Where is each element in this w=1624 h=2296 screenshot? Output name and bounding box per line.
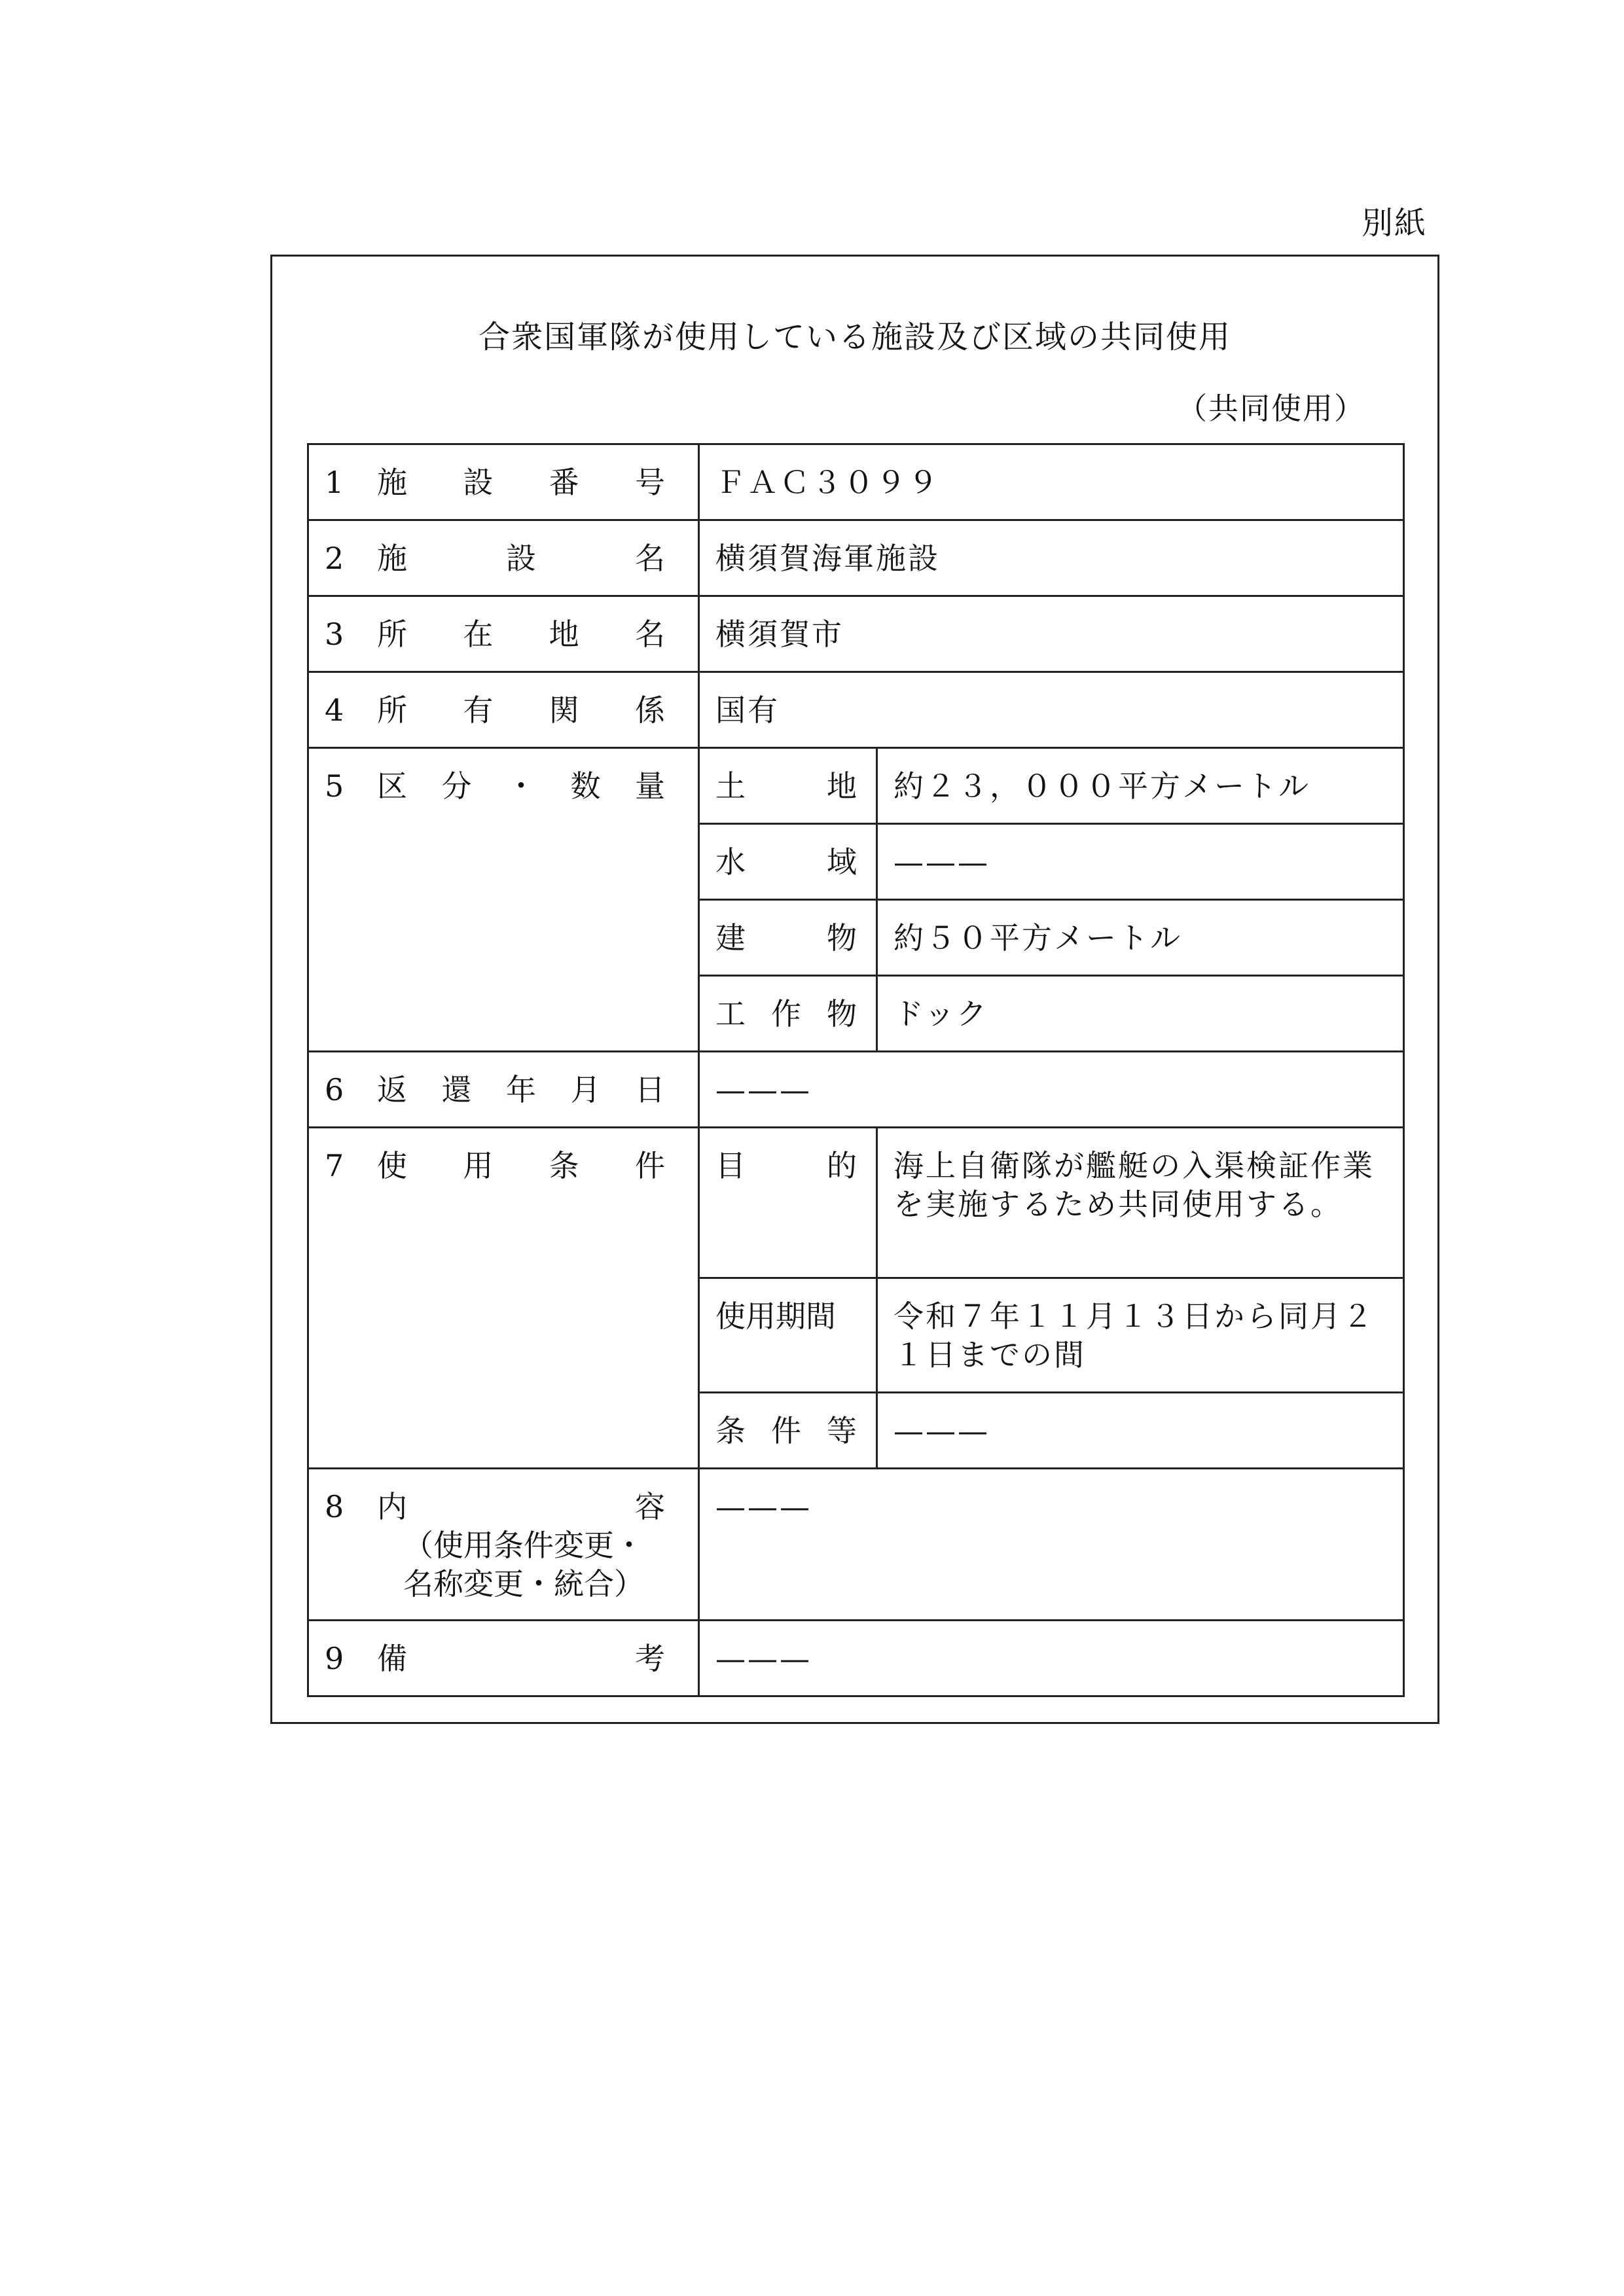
structure-value: ドック	[877, 976, 1404, 1052]
table-row	[308, 520, 1404, 596]
category-cell: 水 域	[699, 824, 877, 900]
category-cell: 使用期間	[699, 1278, 877, 1393]
water-value: ———	[877, 824, 1404, 900]
item-label: 使 用 条 件	[377, 1148, 665, 1183]
item-cell: 2 施 設 名	[308, 520, 699, 596]
item-label: 施 設 名	[377, 541, 665, 576]
facility-number-value: ＦＡＣ３０９９	[699, 444, 1404, 520]
item-cell: 9 備 考	[308, 1621, 699, 1696]
table-row	[308, 1128, 1404, 1278]
item-label: 備 考	[377, 1641, 665, 1676]
table-row	[308, 672, 1404, 748]
document-title: 合衆国軍隊が使用している施設及び区域の共同使用	[478, 319, 1231, 355]
ownership-value: 国有	[699, 672, 1404, 748]
table-row	[308, 1052, 1404, 1128]
return-date-value: ———	[699, 1052, 1404, 1128]
category-cell: 条 件 等	[699, 1393, 877, 1469]
document-subtitle: （共同使用）	[1177, 391, 1365, 426]
item-cell: 7 使 用 条 件	[308, 1128, 699, 1469]
item-cell: 4 所 有 関 係	[308, 672, 699, 748]
purpose-value: 海上自衛隊が艦艇の入渠検証作業を実施するため共同使用する。	[877, 1128, 1404, 1278]
item-label: 所 在 地 名	[377, 617, 665, 652]
table-row	[308, 748, 1404, 824]
facility-table	[307, 443, 1405, 1697]
location-value: 横須賀市	[699, 596, 1404, 672]
land-value: 約２３，０００平方メートル	[877, 748, 1404, 824]
content-value: ———	[699, 1469, 1404, 1621]
remarks-value: ———	[699, 1621, 1404, 1696]
attachment-label: 別紙	[1362, 205, 1428, 242]
table-row	[308, 596, 1404, 672]
item-cell: 6 返 還 年 月 日	[308, 1052, 699, 1128]
category-cell: 工 作 物	[699, 976, 877, 1052]
table-row	[308, 444, 1404, 520]
item-label: 施 設 番 号	[377, 465, 665, 500]
item-cell: 5 区 分 ・ 数 量	[308, 748, 699, 1052]
conditions-value: ———	[877, 1393, 1404, 1469]
item-cell: 1 施 設 番 号	[308, 444, 699, 520]
item-label: 所 有 関 係	[377, 692, 665, 728]
table-row	[308, 1621, 1404, 1696]
item-label: 内 容	[377, 1489, 665, 1524]
category-cell: 目 的	[699, 1128, 877, 1278]
item-cell: 8 内 容 （使用条件変更・ 名称変更・統合）	[308, 1469, 699, 1621]
item-label: 区 分 ・ 数 量	[377, 768, 665, 804]
period-value: 令和７年１１月１３日から同月２１日までの間	[877, 1278, 1404, 1393]
category-cell: 土 地	[699, 748, 877, 824]
item-cell: 3 所 在 地 名	[308, 596, 699, 672]
category-cell: 建 物	[699, 900, 877, 976]
document-frame	[270, 255, 1439, 1724]
facility-name-value: 横須賀海軍施設	[699, 520, 1404, 596]
table-row	[308, 1469, 1404, 1621]
item-label: 返 還 年 月 日	[377, 1072, 665, 1107]
building-value: 約５０平方メートル	[877, 900, 1404, 976]
